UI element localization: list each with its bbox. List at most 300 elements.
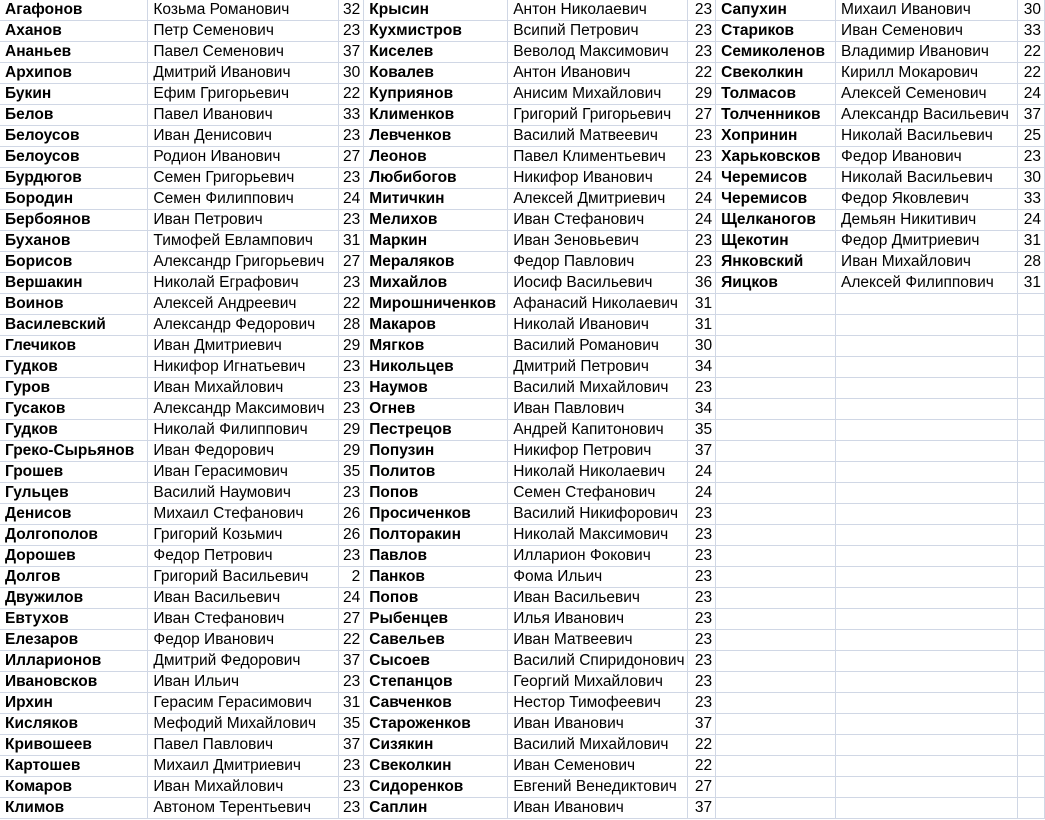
cell-given-names[interactable]: Иван Зеновьевич — [508, 231, 688, 252]
cell-given-names[interactable]: Василий Матвеевич — [508, 126, 688, 147]
cell-given-names[interactable]: Иосиф Васильевич — [508, 273, 688, 294]
cell-age[interactable]: 35 — [688, 420, 716, 441]
cell-given-names[interactable]: Иван Михайлович — [836, 252, 1018, 273]
cell-given-names[interactable]: Григорий Григорьевич — [508, 105, 688, 126]
cell-age[interactable] — [1017, 315, 1044, 336]
cell-surname[interactable]: Павлов — [364, 546, 508, 567]
cell-surname[interactable]: Свеколкин — [364, 756, 508, 777]
cell-age[interactable] — [1017, 525, 1044, 546]
cell-given-names[interactable]: Нестор Тимофеевич — [508, 693, 688, 714]
cell-given-names[interactable]: Петр Семенович — [148, 21, 339, 42]
cell-given-names[interactable]: Иван Васильевич — [508, 588, 688, 609]
cell-surname[interactable]: Бородин — [0, 189, 148, 210]
cell-given-names[interactable]: Федор Яковлевич — [836, 189, 1018, 210]
cell-surname[interactable]: Рыбенцев — [364, 609, 508, 630]
cell-age[interactable]: 35 — [339, 714, 364, 735]
cell-given-names[interactable]: Семен Григорьевич — [148, 168, 339, 189]
cell-age[interactable]: 35 — [339, 462, 364, 483]
cell-age[interactable]: 31 — [339, 693, 364, 714]
cell-given-names[interactable]: Автоном Терентьевич — [148, 798, 339, 819]
cell-given-names[interactable]: Александр Григорьевич — [148, 252, 339, 273]
cell-surname[interactable]: Борисов — [0, 252, 148, 273]
cell-given-names[interactable] — [836, 714, 1018, 735]
cell-age[interactable]: 29 — [339, 441, 364, 462]
cell-age[interactable] — [1017, 714, 1044, 735]
cell-surname[interactable]: Ананьев — [0, 42, 148, 63]
cell-given-names[interactable]: Александр Максимович — [148, 399, 339, 420]
cell-given-names[interactable]: Михаил Иванович — [836, 0, 1018, 21]
cell-age[interactable]: 33 — [1017, 21, 1044, 42]
cell-surname[interactable]: Евтухов — [0, 609, 148, 630]
cell-age[interactable]: 23 — [339, 483, 364, 504]
cell-age[interactable]: 24 — [339, 588, 364, 609]
cell-age[interactable]: 23 — [688, 252, 716, 273]
cell-age[interactable]: 24 — [688, 189, 716, 210]
cell-age[interactable] — [1017, 336, 1044, 357]
cell-age[interactable] — [1017, 735, 1044, 756]
cell-given-names[interactable]: Кирилл Мокарович — [836, 63, 1018, 84]
cell-surname[interactable]: Климов — [0, 798, 148, 819]
cell-age[interactable] — [1017, 483, 1044, 504]
cell-age[interactable]: 34 — [688, 399, 716, 420]
cell-surname[interactable]: Митичкин — [364, 189, 508, 210]
cell-surname[interactable]: Белоусов — [0, 147, 148, 168]
cell-surname[interactable]: Просиченков — [364, 504, 508, 525]
cell-given-names[interactable]: Федор Иванович — [148, 630, 339, 651]
cell-given-names[interactable] — [836, 336, 1018, 357]
cell-age[interactable]: 25 — [1017, 126, 1044, 147]
cell-surname[interactable]: Стариков — [716, 21, 836, 42]
cell-surname[interactable]: Архипов — [0, 63, 148, 84]
cell-age[interactable]: 30 — [688, 336, 716, 357]
cell-surname[interactable]: Пестрецов — [364, 420, 508, 441]
cell-surname[interactable] — [716, 378, 836, 399]
cell-given-names[interactable] — [836, 441, 1018, 462]
cell-surname[interactable]: Полторакин — [364, 525, 508, 546]
cell-surname[interactable] — [716, 798, 836, 819]
cell-given-names[interactable]: Козьма Романович — [148, 0, 339, 21]
cell-given-names[interactable]: Афанасий Николаевич — [508, 294, 688, 315]
cell-age[interactable]: 34 — [688, 357, 716, 378]
cell-surname[interactable]: Гудков — [0, 420, 148, 441]
cell-age[interactable]: 37 — [1017, 105, 1044, 126]
cell-surname[interactable]: Сапухин — [716, 0, 836, 21]
cell-given-names[interactable]: Иван Семенович — [836, 21, 1018, 42]
cell-surname[interactable] — [716, 504, 836, 525]
cell-surname[interactable]: Белоусов — [0, 126, 148, 147]
cell-surname[interactable]: Елезаров — [0, 630, 148, 651]
cell-given-names[interactable]: Дмитрий Иванович — [148, 63, 339, 84]
cell-given-names[interactable]: Иван Петрович — [148, 210, 339, 231]
cell-given-names[interactable]: Николай Васильевич — [836, 168, 1018, 189]
cell-given-names[interactable]: Семен Филиппович — [148, 189, 339, 210]
cell-given-names[interactable] — [836, 693, 1018, 714]
cell-given-names[interactable]: Герасим Герасимович — [148, 693, 339, 714]
cell-given-names[interactable]: Павел Климентьевич — [508, 147, 688, 168]
cell-surname[interactable]: Леонов — [364, 147, 508, 168]
cell-surname[interactable]: Бербоянов — [0, 210, 148, 231]
cell-given-names[interactable] — [836, 609, 1018, 630]
cell-surname[interactable]: Ивановсков — [0, 672, 148, 693]
cell-surname[interactable]: Агафонов — [0, 0, 148, 21]
cell-surname[interactable]: Никольцев — [364, 357, 508, 378]
cell-given-names[interactable]: Василий Михайлович — [508, 378, 688, 399]
cell-surname[interactable]: Картошев — [0, 756, 148, 777]
cell-age[interactable]: 33 — [339, 105, 364, 126]
cell-surname[interactable]: Староженков — [364, 714, 508, 735]
cell-age[interactable]: 30 — [339, 63, 364, 84]
cell-surname[interactable] — [716, 693, 836, 714]
cell-surname[interactable]: Кисляков — [0, 714, 148, 735]
cell-given-names[interactable]: Дмитрий Петрович — [508, 357, 688, 378]
cell-given-names[interactable]: Павел Иванович — [148, 105, 339, 126]
cell-surname[interactable] — [716, 609, 836, 630]
cell-given-names[interactable]: Иван Денисович — [148, 126, 339, 147]
cell-age[interactable]: 23 — [688, 126, 716, 147]
cell-surname[interactable]: Василевский — [0, 315, 148, 336]
cell-age[interactable]: 30 — [1017, 168, 1044, 189]
cell-age[interactable] — [1017, 609, 1044, 630]
cell-age[interactable]: 22 — [688, 63, 716, 84]
cell-surname[interactable]: Савченков — [364, 693, 508, 714]
cell-surname[interactable]: Харьковсков — [716, 147, 836, 168]
cell-surname[interactable] — [716, 462, 836, 483]
cell-age[interactable]: 23 — [688, 42, 716, 63]
cell-given-names[interactable]: Мефодий Михайлович — [148, 714, 339, 735]
cell-surname[interactable] — [716, 525, 836, 546]
cell-age[interactable]: 23 — [339, 126, 364, 147]
cell-given-names[interactable]: Никифор Игнатьевич — [148, 357, 339, 378]
cell-age[interactable]: 23 — [339, 357, 364, 378]
cell-given-names[interactable]: Василий Романович — [508, 336, 688, 357]
cell-age[interactable]: 23 — [688, 651, 716, 672]
cell-age[interactable] — [1017, 441, 1044, 462]
cell-given-names[interactable]: Тимофей Евлампович — [148, 231, 339, 252]
cell-age[interactable] — [1017, 588, 1044, 609]
cell-surname[interactable]: Степанцов — [364, 672, 508, 693]
cell-given-names[interactable]: Николай Иванович — [508, 315, 688, 336]
cell-age[interactable] — [1017, 357, 1044, 378]
cell-age[interactable]: 24 — [688, 483, 716, 504]
cell-age[interactable] — [1017, 546, 1044, 567]
cell-surname[interactable] — [716, 336, 836, 357]
cell-age[interactable]: 23 — [339, 21, 364, 42]
cell-age[interactable]: 23 — [339, 777, 364, 798]
cell-surname[interactable]: Долгов — [0, 567, 148, 588]
cell-given-names[interactable]: Демьян Никитивич — [836, 210, 1018, 231]
cell-surname[interactable]: Крысин — [364, 0, 508, 21]
cell-given-names[interactable]: Иван Стефанович — [508, 210, 688, 231]
cell-age[interactable] — [1017, 294, 1044, 315]
cell-age[interactable]: 37 — [688, 714, 716, 735]
cell-given-names[interactable]: Федор Иванович — [836, 147, 1018, 168]
cell-given-names[interactable]: Иван Михайлович — [148, 777, 339, 798]
cell-surname[interactable]: Щелканогов — [716, 210, 836, 231]
cell-age[interactable]: 30 — [1017, 0, 1044, 21]
cell-age[interactable]: 23 — [688, 567, 716, 588]
cell-surname[interactable]: Аханов — [0, 21, 148, 42]
cell-age[interactable]: 23 — [688, 378, 716, 399]
cell-given-names[interactable]: Георгий Михайлович — [508, 672, 688, 693]
cell-given-names[interactable]: Иван Семенович — [508, 756, 688, 777]
cell-given-names[interactable]: Алексей Андреевич — [148, 294, 339, 315]
cell-surname[interactable]: Гульцев — [0, 483, 148, 504]
cell-surname[interactable]: Глечиков — [0, 336, 148, 357]
cell-age[interactable]: 23 — [339, 399, 364, 420]
cell-surname[interactable]: Попузин — [364, 441, 508, 462]
cell-surname[interactable]: Семиколенов — [716, 42, 836, 63]
cell-given-names[interactable]: Александр Федорович — [148, 315, 339, 336]
cell-age[interactable]: 23 — [1017, 147, 1044, 168]
cell-age[interactable]: 23 — [339, 210, 364, 231]
cell-surname[interactable]: Дорошев — [0, 546, 148, 567]
cell-age[interactable]: 27 — [339, 252, 364, 273]
cell-surname[interactable]: Комаров — [0, 777, 148, 798]
cell-given-names[interactable]: Родион Иванович — [148, 147, 339, 168]
cell-given-names[interactable]: Антон Иванович — [508, 63, 688, 84]
cell-given-names[interactable]: Анисим Михайлович — [508, 84, 688, 105]
cell-age[interactable] — [1017, 756, 1044, 777]
cell-surname[interactable] — [716, 420, 836, 441]
cell-surname[interactable]: Черемисов — [716, 168, 836, 189]
cell-surname[interactable]: Толченников — [716, 105, 836, 126]
cell-surname[interactable]: Любибогов — [364, 168, 508, 189]
cell-given-names[interactable]: Иван Иванович — [508, 714, 688, 735]
cell-age[interactable]: 23 — [688, 693, 716, 714]
cell-surname[interactable]: Политов — [364, 462, 508, 483]
cell-given-names[interactable]: Василий Никифорович — [508, 504, 688, 525]
cell-surname[interactable]: Сизякин — [364, 735, 508, 756]
cell-age[interactable] — [1017, 798, 1044, 819]
cell-age[interactable]: 23 — [688, 147, 716, 168]
cell-surname[interactable]: Свеколкин — [716, 63, 836, 84]
cell-surname[interactable]: Панков — [364, 567, 508, 588]
cell-given-names[interactable] — [836, 357, 1018, 378]
cell-given-names[interactable] — [836, 756, 1018, 777]
cell-given-names[interactable]: Александр Васильевич — [836, 105, 1018, 126]
cell-given-names[interactable]: Иван Стефанович — [148, 609, 339, 630]
cell-age[interactable] — [1017, 693, 1044, 714]
cell-surname[interactable]: Илларионов — [0, 651, 148, 672]
cell-age[interactable]: 31 — [1017, 273, 1044, 294]
cell-surname[interactable]: Воинов — [0, 294, 148, 315]
cell-surname[interactable]: Мягков — [364, 336, 508, 357]
cell-surname[interactable] — [716, 651, 836, 672]
cell-age[interactable]: 23 — [688, 588, 716, 609]
cell-age[interactable]: 23 — [339, 798, 364, 819]
cell-surname[interactable]: Гусаков — [0, 399, 148, 420]
cell-age[interactable]: 23 — [339, 273, 364, 294]
cell-age[interactable]: 37 — [688, 798, 716, 819]
cell-given-names[interactable]: Алексей Семенович — [836, 84, 1018, 105]
cell-surname[interactable]: Хопринин — [716, 126, 836, 147]
cell-age[interactable]: 37 — [688, 441, 716, 462]
cell-surname[interactable]: Сидоренков — [364, 777, 508, 798]
cell-given-names[interactable] — [836, 420, 1018, 441]
cell-surname[interactable] — [716, 546, 836, 567]
cell-age[interactable]: 23 — [339, 756, 364, 777]
cell-age[interactable]: 28 — [339, 315, 364, 336]
cell-age[interactable]: 33 — [1017, 189, 1044, 210]
cell-given-names[interactable] — [836, 483, 1018, 504]
cell-given-names[interactable]: Никифор Петрович — [508, 441, 688, 462]
cell-age[interactable]: 27 — [688, 777, 716, 798]
cell-age[interactable] — [1017, 504, 1044, 525]
cell-age[interactable]: 37 — [339, 735, 364, 756]
cell-surname[interactable] — [716, 672, 836, 693]
cell-age[interactable]: 37 — [339, 42, 364, 63]
cell-given-names[interactable]: Иван Михайлович — [148, 378, 339, 399]
cell-given-names[interactable] — [836, 777, 1018, 798]
cell-age[interactable]: 23 — [339, 168, 364, 189]
cell-age[interactable]: 23 — [688, 231, 716, 252]
cell-given-names[interactable]: Иван Дмитриевич — [148, 336, 339, 357]
cell-surname[interactable]: Яицков — [716, 273, 836, 294]
cell-age[interactable]: 23 — [688, 672, 716, 693]
cell-surname[interactable]: Янковский — [716, 252, 836, 273]
cell-surname[interactable]: Долгополов — [0, 525, 148, 546]
cell-age[interactable]: 28 — [1017, 252, 1044, 273]
cell-given-names[interactable] — [836, 588, 1018, 609]
cell-given-names[interactable]: Василий Михайлович — [508, 735, 688, 756]
cell-age[interactable]: 29 — [688, 84, 716, 105]
cell-age[interactable]: 22 — [339, 84, 364, 105]
cell-surname[interactable]: Мелихов — [364, 210, 508, 231]
cell-given-names[interactable] — [836, 315, 1018, 336]
cell-surname[interactable]: Грошев — [0, 462, 148, 483]
cell-surname[interactable] — [716, 588, 836, 609]
cell-given-names[interactable]: Алексей Дмитриевич — [508, 189, 688, 210]
cell-age[interactable]: 23 — [688, 546, 716, 567]
cell-given-names[interactable] — [836, 399, 1018, 420]
cell-given-names[interactable] — [836, 294, 1018, 315]
cell-surname[interactable]: Вершакин — [0, 273, 148, 294]
cell-age[interactable]: 2 — [339, 567, 364, 588]
cell-given-names[interactable]: Михаил Дмитриевич — [148, 756, 339, 777]
cell-age[interactable]: 22 — [339, 630, 364, 651]
cell-age[interactable] — [1017, 378, 1044, 399]
cell-age[interactable]: 36 — [688, 273, 716, 294]
cell-surname[interactable] — [716, 735, 836, 756]
cell-given-names[interactable] — [836, 630, 1018, 651]
cell-surname[interactable] — [716, 357, 836, 378]
cell-age[interactable] — [1017, 462, 1044, 483]
cell-surname[interactable]: Греко-Сырьянов — [0, 441, 148, 462]
cell-given-names[interactable]: Павел Семенович — [148, 42, 339, 63]
cell-given-names[interactable] — [836, 735, 1018, 756]
cell-age[interactable]: 23 — [688, 504, 716, 525]
cell-age[interactable] — [1017, 777, 1044, 798]
cell-given-names[interactable]: Андрей Капитонович — [508, 420, 688, 441]
cell-given-names[interactable]: Иван Федорович — [148, 441, 339, 462]
cell-age[interactable] — [1017, 399, 1044, 420]
cell-age[interactable]: 23 — [339, 546, 364, 567]
cell-given-names[interactable] — [836, 567, 1018, 588]
cell-given-names[interactable]: Николай Максимович — [508, 525, 688, 546]
cell-surname[interactable]: Ирхин — [0, 693, 148, 714]
cell-given-names[interactable]: Антон Николаевич — [508, 0, 688, 21]
cell-given-names[interactable]: Алексей Филиппович — [836, 273, 1018, 294]
cell-given-names[interactable]: Николай Николаевич — [508, 462, 688, 483]
cell-age[interactable]: 27 — [339, 609, 364, 630]
cell-given-names[interactable] — [836, 798, 1018, 819]
cell-surname[interactable] — [716, 630, 836, 651]
cell-given-names[interactable]: Федор Павлович — [508, 252, 688, 273]
cell-surname[interactable] — [716, 294, 836, 315]
cell-age[interactable]: 31 — [688, 315, 716, 336]
cell-given-names[interactable]: Фома Ильич — [508, 567, 688, 588]
cell-given-names[interactable]: Владимир Иванович — [836, 42, 1018, 63]
cell-age[interactable]: 24 — [688, 168, 716, 189]
cell-age[interactable]: 24 — [688, 210, 716, 231]
cell-given-names[interactable] — [836, 462, 1018, 483]
cell-age[interactable]: 37 — [339, 651, 364, 672]
cell-age[interactable]: 23 — [688, 525, 716, 546]
cell-surname[interactable]: Букин — [0, 84, 148, 105]
cell-surname[interactable]: Белов — [0, 105, 148, 126]
cell-given-names[interactable] — [836, 504, 1018, 525]
cell-given-names[interactable] — [836, 672, 1018, 693]
cell-surname[interactable]: Клименков — [364, 105, 508, 126]
cell-given-names[interactable] — [836, 651, 1018, 672]
cell-age[interactable]: 23 — [688, 609, 716, 630]
cell-surname[interactable]: Кривошеев — [0, 735, 148, 756]
cell-age[interactable]: 24 — [339, 189, 364, 210]
cell-age[interactable] — [1017, 672, 1044, 693]
cell-given-names[interactable]: Илья Иванович — [508, 609, 688, 630]
cell-given-names[interactable]: Василий Спиридонович — [508, 651, 688, 672]
cell-given-names[interactable] — [836, 546, 1018, 567]
cell-surname[interactable]: Мераляков — [364, 252, 508, 273]
cell-age[interactable]: 24 — [1017, 84, 1044, 105]
cell-given-names[interactable]: Иван Павлович — [508, 399, 688, 420]
cell-surname[interactable]: Огнев — [364, 399, 508, 420]
cell-age[interactable]: 23 — [339, 378, 364, 399]
cell-surname[interactable] — [716, 714, 836, 735]
cell-age[interactable]: 27 — [339, 147, 364, 168]
cell-given-names[interactable]: Михаил Стефанович — [148, 504, 339, 525]
cell-surname[interactable]: Мирошниченков — [364, 294, 508, 315]
cell-surname[interactable]: Михайлов — [364, 273, 508, 294]
cell-surname[interactable]: Гуров — [0, 378, 148, 399]
cell-age[interactable]: 24 — [1017, 210, 1044, 231]
cell-given-names[interactable]: Никифор Иванович — [508, 168, 688, 189]
cell-surname[interactable]: Черемисов — [716, 189, 836, 210]
cell-surname[interactable]: Макаров — [364, 315, 508, 336]
cell-given-names[interactable] — [836, 378, 1018, 399]
cell-given-names[interactable]: Дмитрий Федорович — [148, 651, 339, 672]
cell-age[interactable]: 23 — [688, 0, 716, 21]
cell-age[interactable]: 23 — [688, 21, 716, 42]
cell-given-names[interactable]: Иван Васильевич — [148, 588, 339, 609]
cell-age[interactable]: 22 — [688, 756, 716, 777]
cell-age[interactable]: 31 — [688, 294, 716, 315]
cell-given-names[interactable]: Николай Васильевич — [836, 126, 1018, 147]
cell-given-names[interactable]: Веволод Максимович — [508, 42, 688, 63]
cell-surname[interactable]: Попов — [364, 588, 508, 609]
cell-age[interactable] — [1017, 651, 1044, 672]
cell-given-names[interactable]: Иван Герасимович — [148, 462, 339, 483]
cell-surname[interactable]: Буханов — [0, 231, 148, 252]
cell-given-names[interactable]: Иван Матвеевич — [508, 630, 688, 651]
cell-surname[interactable]: Саплин — [364, 798, 508, 819]
cell-surname[interactable] — [716, 483, 836, 504]
cell-age[interactable] — [1017, 630, 1044, 651]
cell-age[interactable]: 31 — [1017, 231, 1044, 252]
cell-age[interactable]: 29 — [339, 336, 364, 357]
cell-age[interactable]: 22 — [1017, 63, 1044, 84]
cell-given-names[interactable]: Илларион Фокович — [508, 546, 688, 567]
